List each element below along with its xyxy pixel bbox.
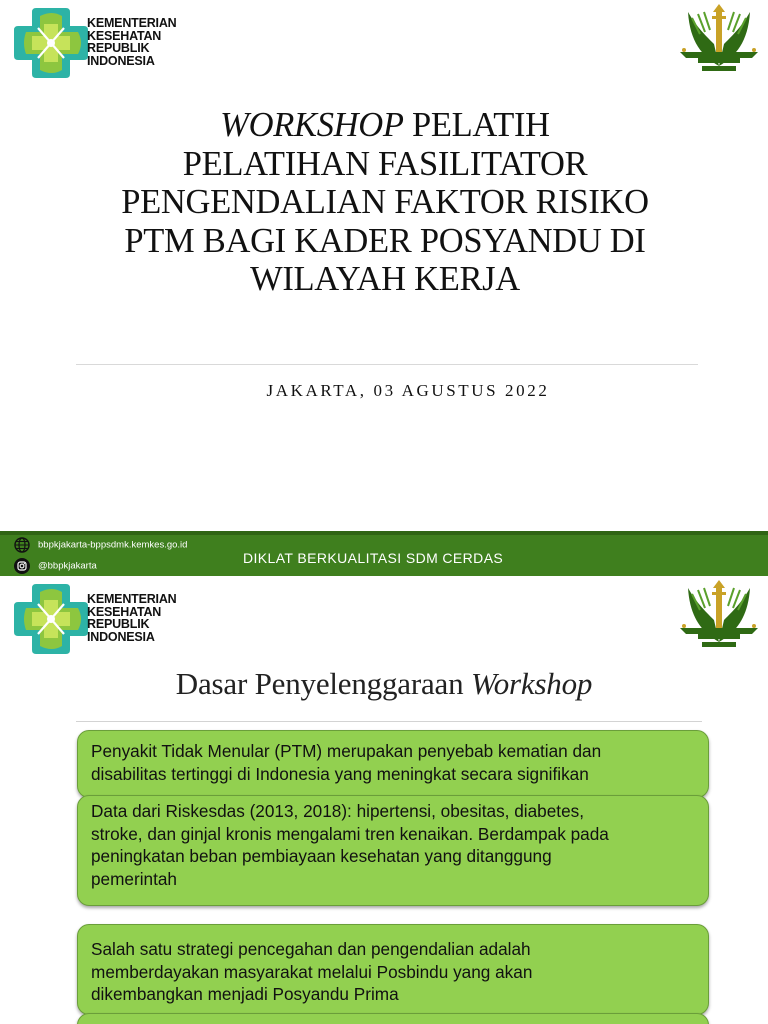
kemenkes-logo-text — [87, 17, 176, 67]
footer-instagram[interactable] — [14, 558, 97, 574]
box-line: stroke, dan ginjal kronis mengalami tren kenaikan. Berdampak pada — [91, 823, 609, 844]
content-box — [77, 795, 709, 906]
logo-line: REPUBLIK — [87, 617, 150, 631]
logo-line: REPUBLIK — [87, 41, 150, 55]
content-box — [77, 1013, 709, 1024]
box-line: Penyakit Tidak Menular (PTM) merupakan penyebab kematian dan — [91, 741, 602, 761]
footer-website[interactable] — [14, 537, 187, 553]
logo-line: KEMENTERIAN — [87, 592, 177, 606]
box-line: peningkatan beban pembiayaan kesehatan yang ditanggung — [91, 846, 552, 867]
title-line: PELATIH — [403, 106, 550, 144]
title-divider — [76, 364, 698, 365]
logo-line: KESEHATAN — [87, 604, 162, 619]
kemenkes-logo-text — [87, 593, 176, 643]
logo-line: INDONESIA — [87, 53, 155, 68]
kemenkes-cross-logo-icon — [14, 6, 88, 80]
box-line: pemerintah — [91, 868, 177, 889]
content-box — [77, 924, 709, 1015]
kemenkes-cross-logo-icon — [14, 582, 88, 656]
logo-line: KEMENTERIAN — [87, 16, 177, 30]
globe-icon — [14, 537, 30, 553]
title-line: PENGENDALIAN FAKTOR RISIKO — [121, 183, 649, 221]
box-line: Data dari Riskesdas (2013, 2018): hipertensi, obesitas, diabetes, — [91, 801, 584, 821]
title-line: PELATIHAN FASILITATOR — [182, 144, 588, 183]
bbpk-jakarta-emblem-icon — [672, 4, 766, 82]
slide-title — [0, 666, 768, 702]
content-box — [77, 730, 709, 798]
slide-footer — [0, 531, 768, 576]
title-line: WILAYAH KERJA — [250, 260, 520, 298]
logo-line: KESEHATAN — [87, 28, 162, 43]
instagram-icon — [14, 558, 30, 574]
kemenkes-logo — [14, 582, 184, 658]
box-line: memberdayakan masyarakat melalui Posbindu yang akan — [91, 961, 533, 982]
title-plain: Dasar Penyelenggaraan — [175, 666, 471, 701]
footer-accent-bar — [0, 531, 768, 535]
slide-subtitle: JAKARTA, 03 AGUSTUS 2022 — [266, 381, 550, 400]
title-italic-word: Workshop — [470, 666, 593, 701]
footer-tagline: DIKLAT BERKUALITASI SDM CERDAS — [243, 550, 504, 566]
box-line: disabilitas tertinggi di Indonesia yang meningkat secara signifikan — [91, 763, 589, 784]
website-text: bbpkjakarta-bppsdmk.kemkes.go.id — [38, 539, 188, 551]
kemenkes-logo — [14, 6, 184, 82]
title-italic-word: WORKSHOP — [220, 106, 404, 144]
box-line: Salah satu strategi pencegahan dan pengendalian adalah — [91, 939, 531, 959]
title-divider — [76, 721, 702, 722]
bbpk-jakarta-emblem-icon — [672, 580, 766, 658]
instagram-text: @bbpkjakarta — [38, 560, 97, 572]
logo-line: INDONESIA — [87, 629, 155, 644]
slide-2 — [0, 576, 768, 1024]
box-line: dikembangkan menjadi Posyandu Prima — [91, 984, 399, 1005]
slide-title — [40, 106, 730, 299]
title-line: PTM BAGI KADER POSYANDU DI — [124, 221, 646, 260]
